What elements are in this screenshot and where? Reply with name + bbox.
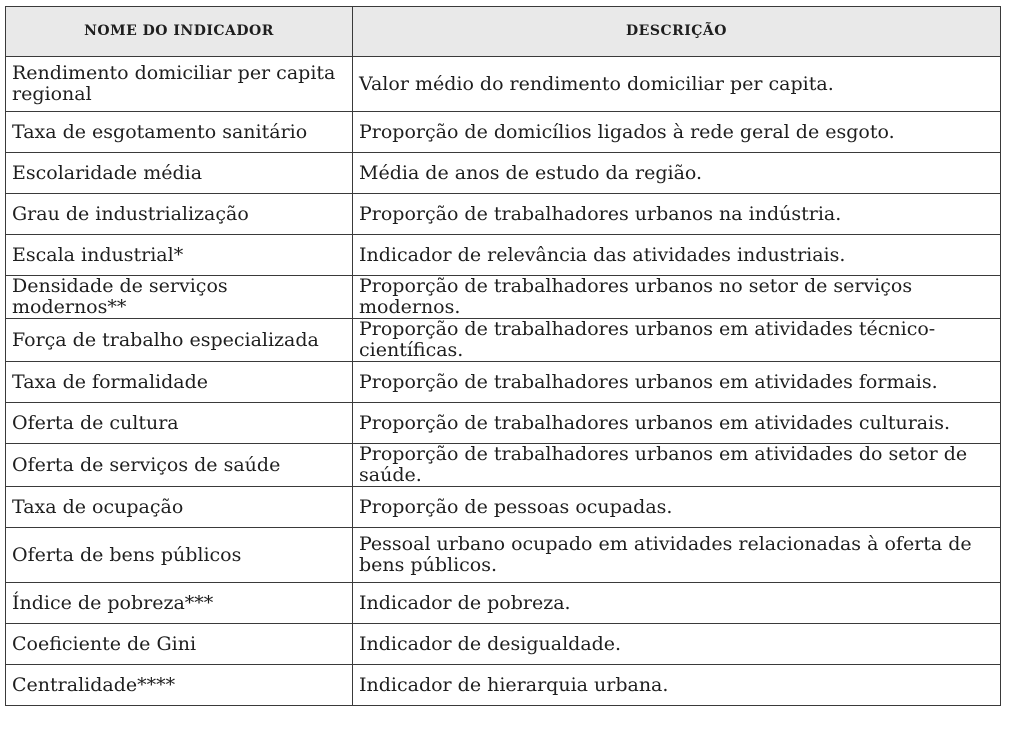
table-row [6,319,1001,362]
header-row [6,7,1001,57]
table-row [6,403,1001,444]
indicator-name: Escolaridade média [6,153,353,194]
indicator-description: Proporção de trabalhadores urbanos em atividades culturais. [353,403,1001,444]
table-row [6,444,1001,487]
indicator-description: Média de anos de estudo da região. [353,153,1001,194]
indicator-name: Taxa de esgotamento sanitário [6,112,353,153]
indicator-description: Proporção de domicílios ligados à rede geral de esgoto. [353,112,1001,153]
table-row [6,57,1001,112]
indicator-name: Oferta de serviços de saúde [6,444,353,487]
indicator-name: Oferta de bens públicos [6,528,353,583]
indicator-description: Pessoal urbano ocupado em atividades relacionadas à oferta de bens públicos. [353,528,1001,583]
header-description: DESCRIÇÃO [353,7,1001,57]
table-row [6,153,1001,194]
table-row [6,112,1001,153]
table-row [6,665,1001,706]
table-row [6,194,1001,235]
indicator-name: Grau de industrialização [6,194,353,235]
indicator-name: Índice de pobreza*** [6,583,353,624]
table-row [6,583,1001,624]
indicator-name: Coeficiente de Gini [6,624,353,665]
indicator-name: Densidade de serviços modernos** [6,276,353,319]
indicator-description: Indicador de desigualdade. [353,624,1001,665]
indicator-description: Proporção de trabalhadores urbanos na indústria. [353,194,1001,235]
indicator-name: Escala industrial* [6,235,353,276]
indicator-name: Taxa de formalidade [6,362,353,403]
indicator-table [5,6,1001,706]
indicator-name: Oferta de cultura [6,403,353,444]
indicator-description: Valor médio do rendimento domiciliar per capita. [353,57,1001,112]
header-indicator-name: NOME DO INDICADOR [6,7,353,57]
indicator-name: Força de trabalho especializada [6,319,353,362]
indicator-name: Taxa de ocupação [6,487,353,528]
table-row [6,624,1001,665]
indicator-description: Indicador de relevância das atividades industriais. [353,235,1001,276]
indicator-description: Indicador de hierarquia urbana. [353,665,1001,706]
indicator-description: Indicador de pobreza. [353,583,1001,624]
indicator-description: Proporção de pessoas ocupadas. [353,487,1001,528]
indicator-description: Proporção de trabalhadores urbanos em atividades técnico-científicas. [353,319,1001,362]
table-row [6,362,1001,403]
table-row [6,487,1001,528]
table-row [6,528,1001,583]
indicator-description: Proporção de trabalhadores urbanos em atividades do setor de saúde. [353,444,1001,487]
indicator-description: Proporção de trabalhadores urbanos em atividades formais. [353,362,1001,403]
indicator-description: Proporção de trabalhadores urbanos no setor de serviços modernos. [353,276,1001,319]
table-row [6,276,1001,319]
table-row [6,235,1001,276]
indicator-name: Rendimento domiciliar per capita regional [6,57,353,112]
indicator-name: Centralidade**** [6,665,353,706]
